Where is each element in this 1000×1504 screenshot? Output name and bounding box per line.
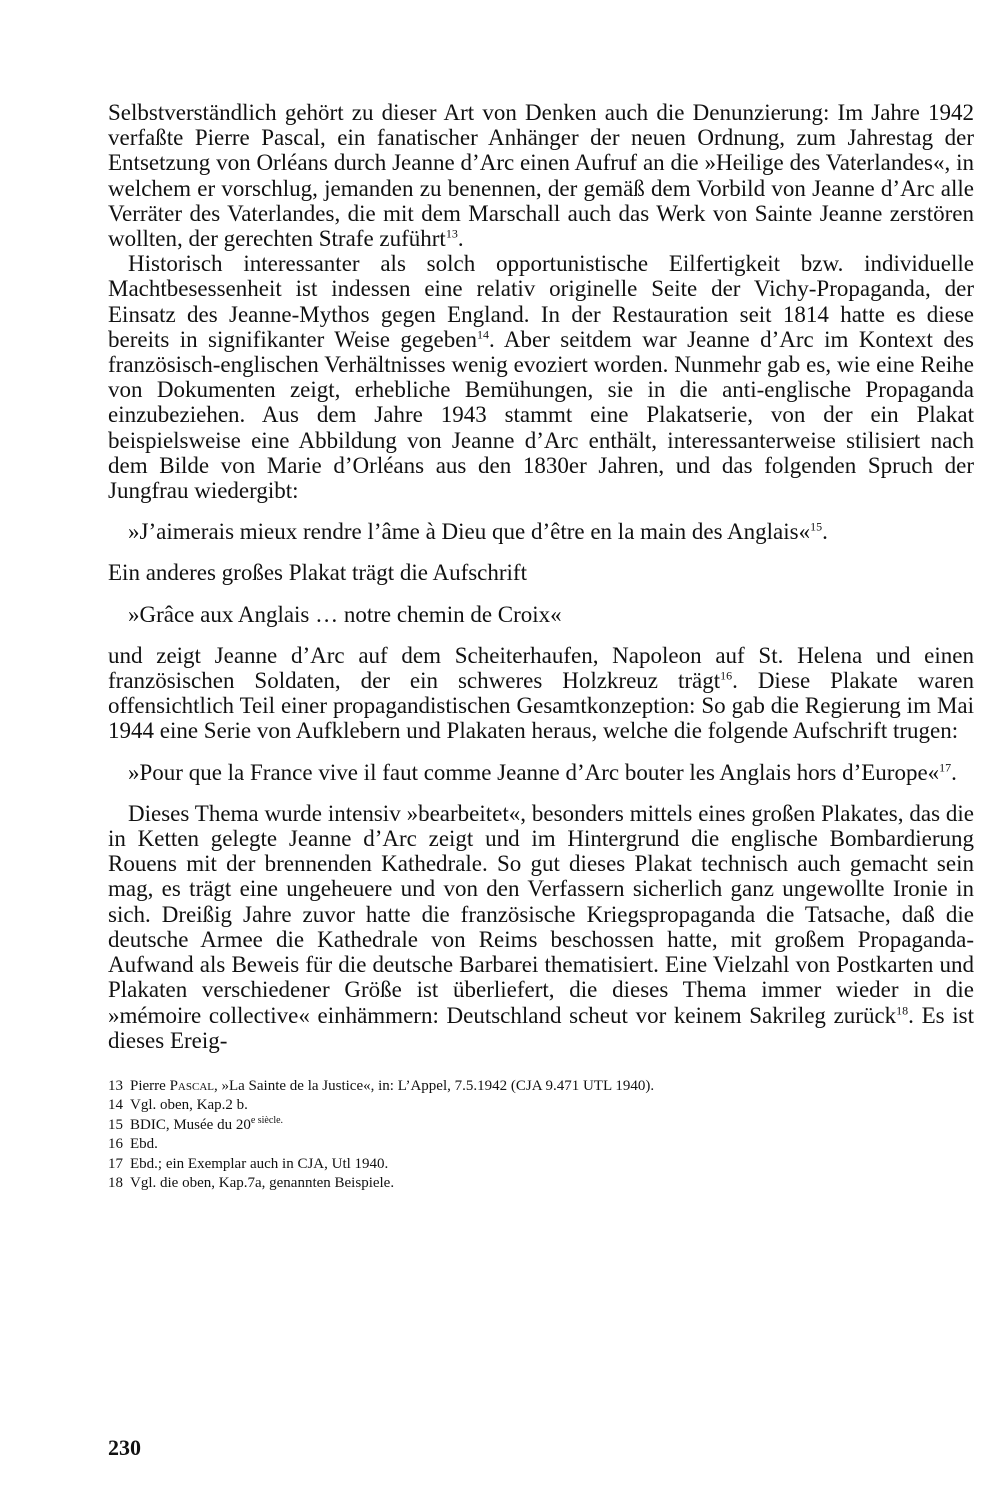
paragraph-5 bbox=[108, 801, 974, 1053]
paragraph-2 bbox=[108, 251, 974, 503]
footnote-text: Ebd. bbox=[130, 1136, 158, 1153]
footnote-text: BDIC, Musée du 20 bbox=[130, 1116, 251, 1133]
paragraph-5-text-b: . Es ist dieses Ereig- bbox=[108, 1002, 974, 1053]
paragraph-1-end: . bbox=[457, 226, 464, 252]
quote-1-end: . bbox=[822, 519, 828, 545]
quote-2: »Grâce aux Anglais … notre chemin de Croix« bbox=[128, 601, 562, 627]
paragraph-2-text-a: Historisch interessanter als solch opportunistische Eilfertigkeit bzw. individuelle Machtbesessenheit ist indessen eine relativ originelle Seite der Vichy-Propaganda, der Einsatz des Jeanne-Mythos gegen England. In der Restauration seit 1814 hatte es diese bereits in signifikanter Weise gegeben bbox=[108, 251, 974, 352]
footnote-17 bbox=[108, 1155, 974, 1175]
footnote-number: 14 bbox=[108, 1097, 123, 1114]
footnote-text: Ebd.; ein Exemplar auch in CJA, Utl 1940. bbox=[130, 1155, 389, 1172]
footnote-text: , »La Sainte de la Justice«, in: L’Appel, 7.5.1942 (CJA 9.471 UTL 1940). bbox=[213, 1077, 655, 1094]
footnote-15 bbox=[108, 1116, 974, 1136]
page-number: 230 bbox=[108, 1435, 141, 1460]
footnote-text: Pierre bbox=[130, 1077, 170, 1094]
footnote-text: Vgl. die oben, Kap.7a, genannten Beispiele. bbox=[130, 1175, 395, 1192]
footnote-13 bbox=[108, 1077, 974, 1097]
paragraph-5-text-a: Dieses Thema wurde intensiv »bearbeitet«, besonders mittels eines großen Plakates, das die in Ketten gelegte Jeanne d’Arc zeigt und im Hintergrund die englische Bombardierung Rouens mit der brennenden Kathedrale. So gut dieses Plakat technisch auch gemacht sein mag, es trägt eine ungeheuere und von den Verfassern sicherlich ganz ungewollte Ironie in sich. Dreißig Jahre zuvor hatte die französische Kriegspropaganda die Tatsache, daß die deutsche Armee die Kathedrale von Reims beschossen hatte, mit großem Propaganda-Aufwand als Beweis für die deutsche Barbarei thematisiert. Eine Vielzahl von Postkarten und Plakaten verschiedener Größe ist überliefert, die dieses Thema immer wieder in die »mémoire collective« einhämmern: Deutschland scheut vor keinem Sakrileg zurück bbox=[108, 800, 974, 1028]
footnote-text: Vgl. oben, Kap.2 b. bbox=[130, 1097, 248, 1114]
footnote-ref-17[interactable]: 17 bbox=[939, 760, 952, 775]
footnote-number: 15 bbox=[108, 1116, 123, 1133]
footnote-ref-18[interactable]: 18 bbox=[896, 1002, 909, 1017]
footnote-superscript: e siècle. bbox=[250, 1114, 284, 1126]
paragraph-1-text: Selbstverständlich gehört zu dieser Art von Denken auch die Denunzierung: Im Jahre 1942 verfaßte Pierre Pascal, ein fanatischer Anhänger der neuen Ordnung, zum Jahrestag der Entsetzung von Orléans durch Jeanne d’Arc einen Aufruf an die »Heilige des Vaterlandes«, in welchem er vorschlug, jemanden zu benennen, der gemäß dem Vorbild von Jeanne d’Arc alle Verräter des Vaterlandes, die mit dem Marschall auch das Werk von Sainte Jeanne zerstören wollten, der gerechten Strafe zuführt bbox=[108, 100, 974, 252]
footnote-ref-14[interactable]: 14 bbox=[476, 327, 489, 342]
footnote-number: 16 bbox=[108, 1136, 123, 1153]
paragraph-1 bbox=[108, 100, 974, 251]
footnote-14 bbox=[108, 1096, 974, 1116]
footnote-ref-15[interactable]: 15 bbox=[810, 519, 823, 534]
footnote-number: 18 bbox=[108, 1175, 123, 1192]
quote-3-end: . bbox=[951, 759, 957, 785]
paragraph-4-text-b: . Diese Plakate waren offensichtlich Teil einer propagandistischen Gesamtkonzeption: So gab die Regierung im Mai 1944 eine Serie von Aufklebern und Plakaten heraus, welche die folgende Aufschrift trugen: bbox=[108, 668, 974, 744]
paragraph-2-text-b: . Aber seitdem war Jeanne d’Arc im Kontext des französisch-englischen Verhältnisses wenig evoziert worden. Nunmehr gab es, wie eine Reihe von Dokumenten zeigt, erhebliche Bemühungen, sie in die anti-englische Propaganda einzubeziehen. Aus dem Jahre 1943 stammt eine Plakatserie, von der ein Plakat beispielsweise eine Abbildung von Jeanne d’Arc enthält, interessanterweise stilisiert nach dem Bilde von Marie d’Orléans aus den 1830er Jahren, und das folgenden Spruch der Jungfrau wiedergibt: bbox=[108, 326, 975, 504]
footnote-ref-13[interactable]: 13 bbox=[445, 226, 458, 241]
footnote-ref-16[interactable]: 16 bbox=[720, 668, 733, 683]
author-name: Pascal bbox=[169, 1077, 214, 1094]
paragraph-3: Ein anderes großes Plakat trägt die Aufschrift bbox=[108, 560, 527, 586]
page-body bbox=[108, 100, 974, 1194]
paragraph-4 bbox=[108, 643, 974, 744]
quote-3-text: »Pour que la France vive il faut comme Jeanne d’Arc bouter les Anglais hors d’Europe« bbox=[128, 759, 940, 785]
footnote-number: 17 bbox=[108, 1155, 123, 1172]
footnote-16 bbox=[108, 1135, 974, 1155]
footnotes bbox=[108, 1077, 974, 1194]
quote-3 bbox=[108, 760, 974, 785]
footnote-number: 13 bbox=[108, 1077, 123, 1094]
quote-1 bbox=[108, 519, 974, 544]
paragraph-4-text-a: und zeigt Jeanne d’Arc auf dem Scheiterhaufen, Napoleon auf St. Helena und einen französischen Soldaten, der ein schweres Holzkreuz trägt bbox=[108, 642, 974, 694]
footnote-18 bbox=[108, 1174, 974, 1194]
quote-1-text: »J’aimerais mieux rendre l’âme à Dieu que d’être en la main des Anglais« bbox=[128, 519, 811, 545]
